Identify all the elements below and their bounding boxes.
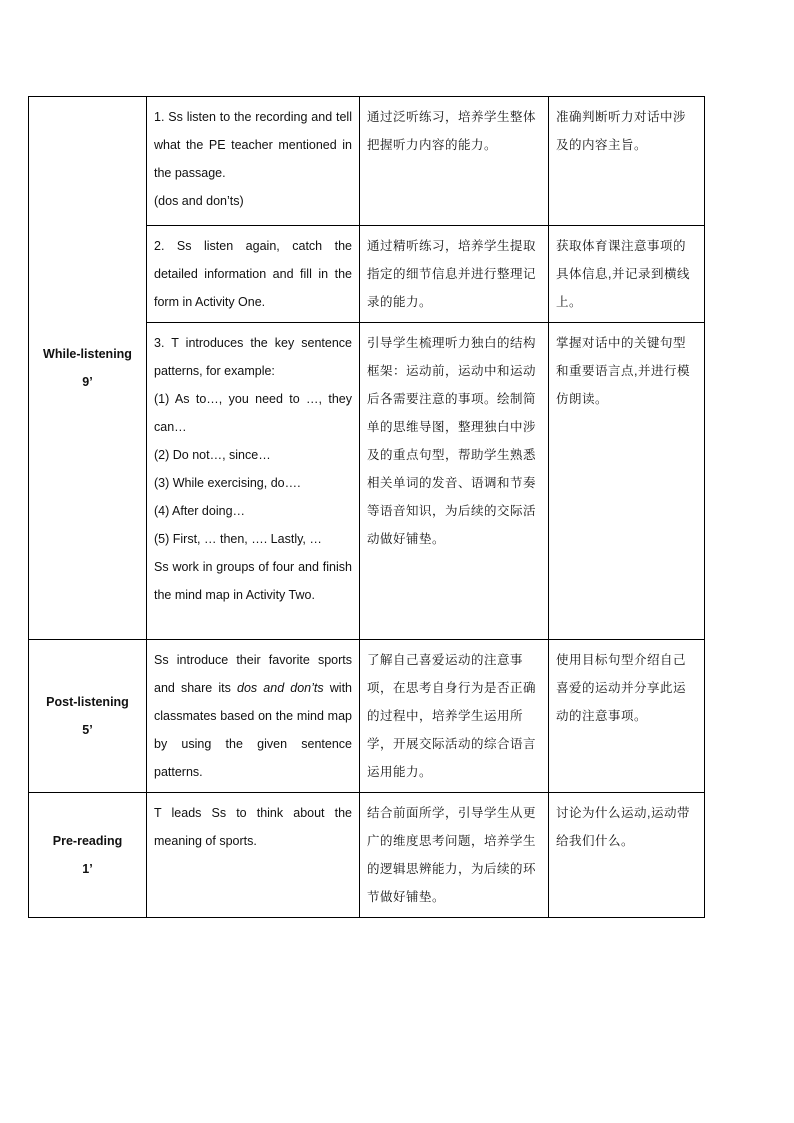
purpose-cell: 引导学生梳理听力独白的结构框架：运动前，运动中和运动后各需要注意的事项。绘制简单的思维导图，整理独白中涉及的重点句型，帮助学生熟悉相关单词的发音、语调和节奏等语音知识，为后续的交际活动做好铺垫。 — [360, 323, 549, 640]
procedure-line: (2) Do not…, since… — [154, 448, 271, 462]
procedure-cell — [147, 323, 360, 640]
goal-cell: 准确判断听力对话中涉及的内容主旨。 — [549, 97, 705, 226]
stage-time: 1’ — [82, 862, 93, 876]
stage-time: 9’ — [82, 375, 93, 389]
procedure-line: (4) After doing… — [154, 504, 246, 518]
goal-cell: 获取体育课注意事项的具体信息,并记录到横线上。 — [549, 226, 705, 323]
stage-cell — [29, 640, 147, 793]
table-row — [29, 793, 705, 918]
goal-cell: 使用目标句型介绍自己喜爱的运动并分享此运动的注意事项。 — [549, 640, 705, 793]
purpose-cell: 结合前面所学，引导学生从更广的维度思考问题，培养学生的逻辑思辨能力，为后续的环节做好铺垫。 — [360, 793, 549, 918]
lesson-plan-table — [28, 96, 705, 918]
purpose-cell: 了解自己喜爱运动的注意事项，在思考自身行为是否正确的过程中，培养学生运用所学，开展交际活动的综合语言运用能力。 — [360, 640, 549, 793]
stage-name: Post-listening — [46, 695, 129, 709]
stage-name: While-listening — [43, 347, 132, 361]
stage-cell — [29, 793, 147, 918]
procedure-line: (1) As to…, you need to …, they can… — [154, 392, 352, 434]
procedure-note: (dos and don’ts) — [154, 194, 244, 208]
procedure-cell: T leads Ss to think about the meaning of sports. — [147, 793, 360, 918]
procedure-line: Ss work in groups of four and finish the mind map in Activity Two. — [154, 560, 352, 602]
purpose-cell: 通过精听练习，培养学生提取指定的细节信息并进行整理记录的能力。 — [360, 226, 549, 323]
procedure-line: 3. T introduces the key sentence patterns, for example: — [154, 336, 352, 378]
procedure-line: (3) While exercising, do…. — [154, 476, 301, 490]
goal-cell: 讨论为什么运动,运动带给我们什么。 — [549, 793, 705, 918]
procedure-cell — [147, 97, 360, 226]
goal-cell: 掌握对话中的关键句型和重要语言点,并进行模仿朗读。 — [549, 323, 705, 640]
procedure-cell — [147, 640, 360, 793]
procedure-line: (5) First, … then, …. Lastly, … — [154, 532, 322, 546]
procedure-text: 1. Ss listen to the recording and tell what the PE teacher mentioned in the passage. — [154, 110, 352, 180]
stage-time: 5’ — [82, 723, 93, 737]
stage-name: Pre-reading — [52, 834, 123, 848]
table-row — [29, 640, 705, 793]
procedure-text: with classmates based on the mind map by using the given sentence patterns. — [154, 681, 352, 779]
procedure-cell: 2. Ss listen again, catch the detailed information and fill in the form in Activity One. — [147, 226, 360, 323]
stage-cell — [29, 97, 147, 640]
procedure-emphasis: dos and don’ts — [237, 681, 324, 695]
purpose-cell: 通过泛听练习，培养学生整体把握听力内容的能力。 — [360, 97, 549, 226]
procedure-text: Ss introduce their favorite sports and share its — [154, 653, 352, 695]
table-row — [29, 97, 705, 226]
